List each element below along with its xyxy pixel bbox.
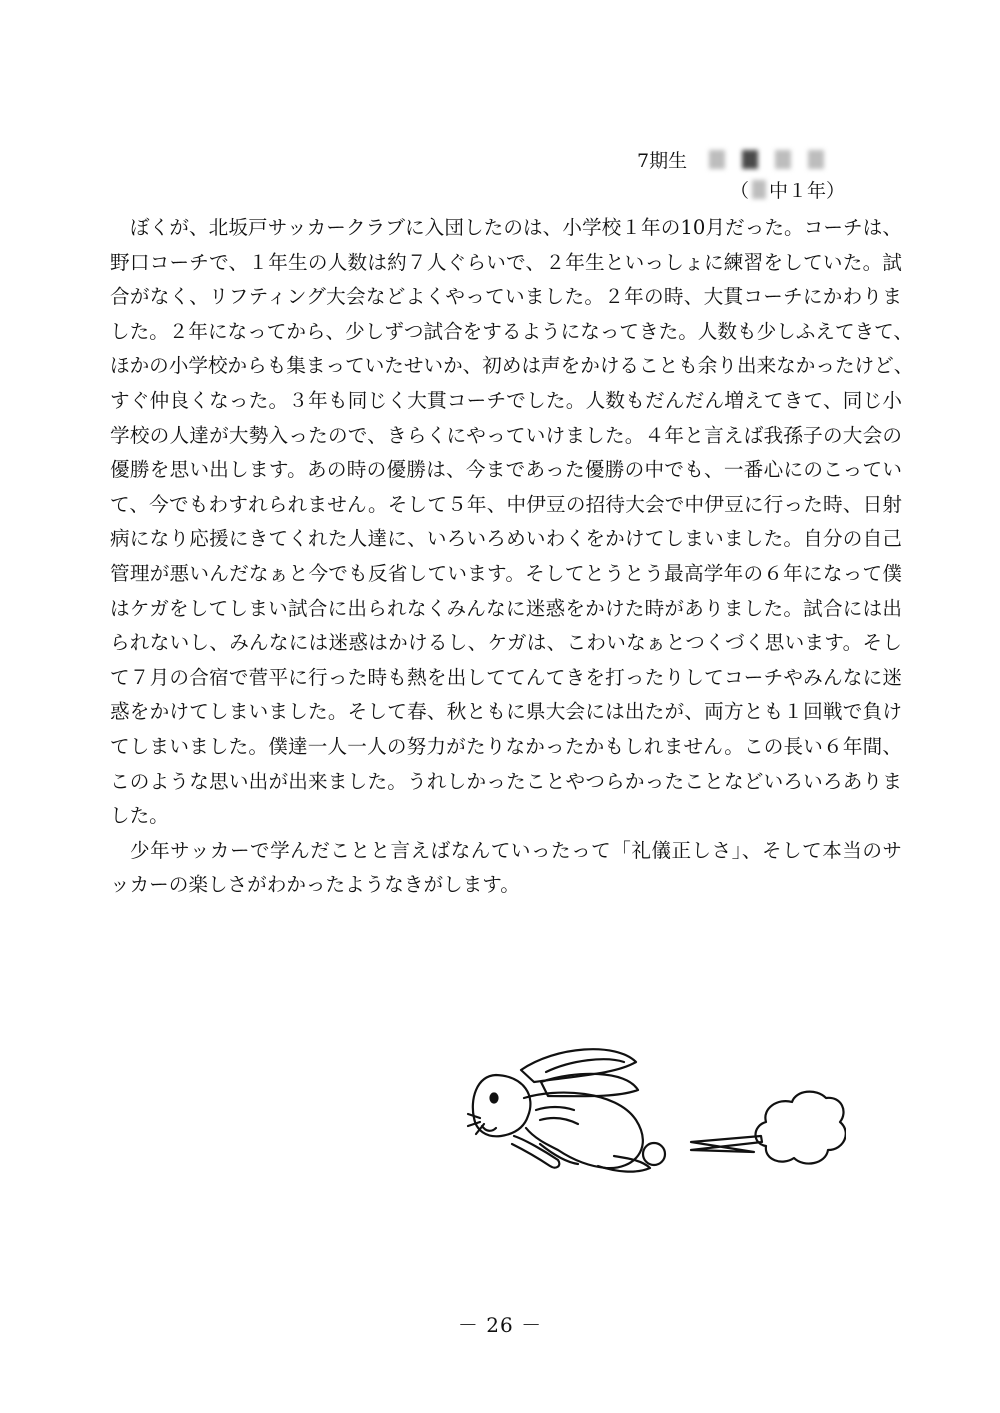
- essay-line: はケガをしてしまい試合に出られなくみんなに迷惑をかけた時がありました。試合には出: [110, 596, 902, 620]
- essay-line: 合がなく、リフティング大会などよくやっていました。２年の時、大貫コーチにかわりま: [110, 285, 902, 309]
- author-line: [637, 146, 841, 173]
- cohort-label: 7期生: [637, 150, 688, 172]
- redacted-name-char: [808, 150, 824, 169]
- essay-line: 管理が悪いんだなぁと今でも反省しています。そしてとうとう最高学年の６年になって僕: [110, 561, 902, 585]
- speed-arrow: [691, 1136, 762, 1152]
- school-grade-line: [730, 176, 845, 203]
- essay-line: 惑をかけてしまいました。そして春、秋ともに県大会には出たが、両方とも１回戦で負け: [110, 700, 902, 724]
- essay-line: した。２年になってから、少しずつ試合をするようになってきた。人数も少しふえてきて、: [110, 319, 913, 343]
- essay-line: 学校の人達が大勢入ったので、きらくにやっていけました。４年と言えば我孫子の大会の: [110, 423, 902, 447]
- grade-open-paren: （: [730, 180, 750, 202]
- redacted-school-char: [752, 180, 766, 199]
- essay-line: 野口コーチで、１年生の人数は約７人ぐらいで、２年生といっしょに練習をしていた。試: [110, 250, 902, 274]
- dust-cloud: [756, 1092, 846, 1164]
- running-rabbit-illustration: [466, 1040, 846, 1190]
- grade-label: 中１年）: [769, 180, 846, 202]
- essay-line: 優勝を思い出します。あの時の優勝は、今まであった優勝の中でも、一番心にのこってい: [110, 458, 902, 482]
- rabbit-tail: [643, 1143, 665, 1165]
- rabbit-hind-leg: [598, 1156, 650, 1172]
- essay-body: [110, 211, 914, 903]
- rabbit-mouth: [482, 1126, 496, 1131]
- essay-line: てしまいました。僕達一人一人の努力がたりなかったかもしれません。この長い６年間、: [110, 734, 902, 758]
- essay-line: すぐ仲良くなった。３年も同じく大貫コーチでした。人数もだんだん増えてきて、同じ小: [110, 388, 902, 412]
- redacted-name-char: [709, 150, 725, 169]
- page-number: － 26 －: [457, 1313, 543, 1337]
- essay-line: 病になり応援にきてくれた人達に、いろいろめいわくをかけてしまいました。自分の自己: [110, 527, 902, 551]
- essay-line: このような思い出が出来ました。うれしかったことやつらかったことなどいろいろありま: [110, 769, 902, 793]
- redacted-name-char: [742, 150, 758, 169]
- essay-line: ほかの小学校からも集まっていたせいか、初めは声をかけることも余り出来なかったけど、: [110, 354, 914, 378]
- essay-line: 少年サッカーで学んだことと言えばなんていったって「礼儀正しさ」、そして本当のサ: [130, 838, 902, 862]
- redacted-name-char: [775, 150, 791, 169]
- essay-line: られないし、みんなには迷惑はかけるし、ケガは、こわいなぁとつくづく思います。そし: [110, 631, 902, 655]
- essay-line: ッカーの楽しさがわかったようなきがします。: [110, 873, 520, 897]
- rabbit-fur-shading: [536, 1107, 578, 1124]
- essay-line: ぼくが、北坂戸サッカークラブに入団したのは、小学校１年の10月だった。コーチは、: [130, 216, 902, 239]
- rabbit-eye: [491, 1094, 498, 1103]
- essay-line: て７月の合宿で菅平に行った時も熱を出しててんてきを打ったりしてコーチやみんなに迷: [110, 665, 902, 689]
- essay-line: した。: [110, 804, 169, 828]
- essay-line: て、今でもわすれられません。そして５年、中伊豆の招待大会で中伊豆に行った時、日射: [110, 492, 902, 516]
